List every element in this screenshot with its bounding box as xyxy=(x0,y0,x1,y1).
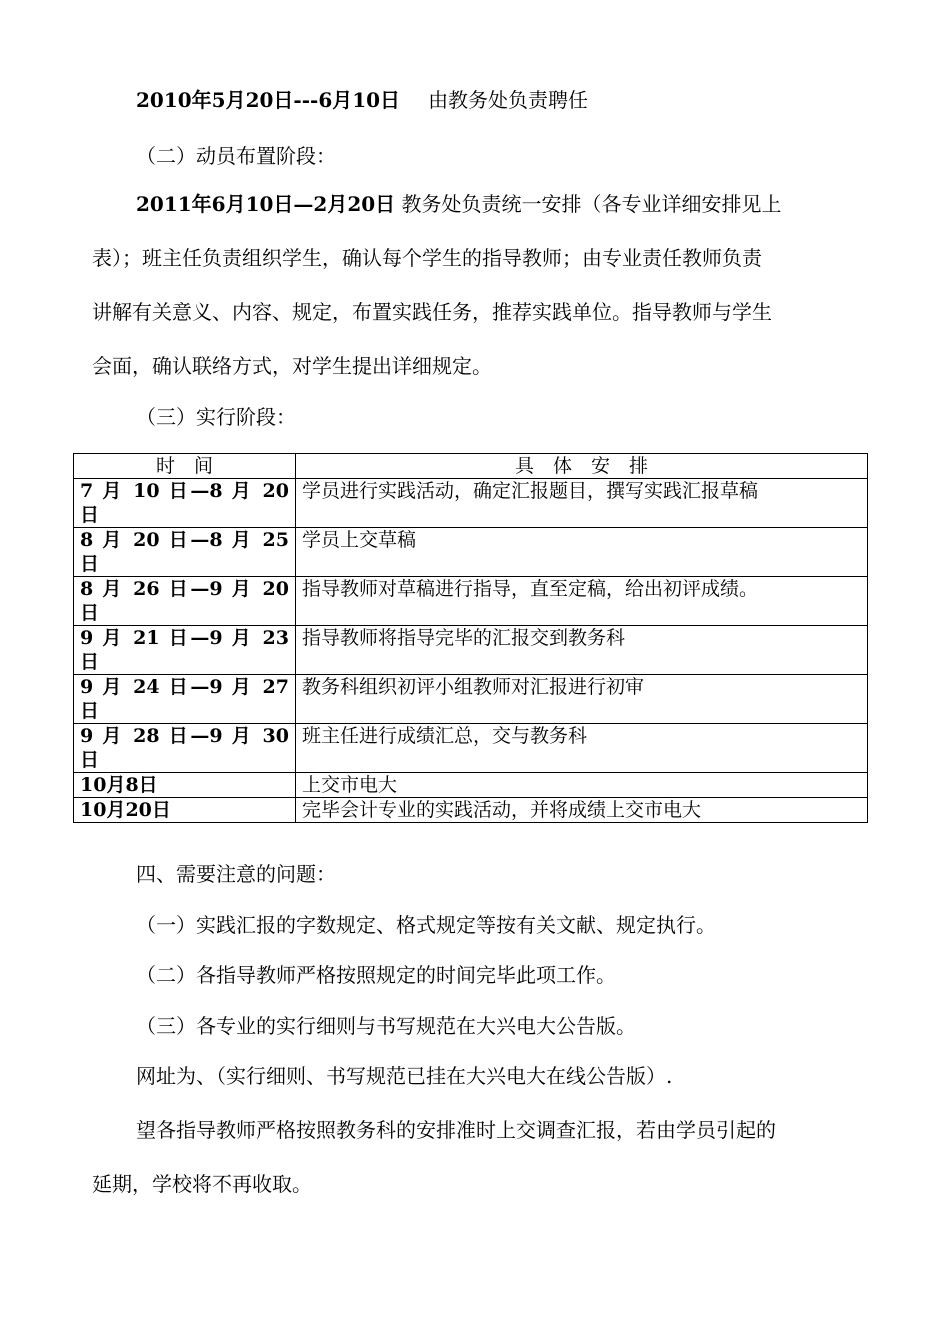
row-task: 学员进行实践活动，确定汇报题目，撰写实践汇报草稿 xyxy=(296,479,868,528)
section-heading-mobilization: （二）动员布置阶段： xyxy=(136,144,336,168)
section-heading-notes: 四、需要注意的问题： xyxy=(136,862,336,886)
note-2: （二）各指导教师严格按照规定的时间完毕此项工作。 xyxy=(136,963,616,987)
row-time: 10月8日 xyxy=(74,773,296,798)
schedule-table xyxy=(73,453,868,823)
table-row xyxy=(74,626,868,675)
table-row xyxy=(74,577,868,626)
mobilization-line-1 xyxy=(136,191,862,217)
row-task: 学员上交草稿 xyxy=(296,528,868,577)
header-arrangement: 具 体 安 排 xyxy=(296,454,868,479)
appointment-date: 2010年5月20日---6月10日 xyxy=(136,88,401,112)
row-time: 9 月 24 日—9 月 27 日 xyxy=(74,675,296,724)
row-task: 班主任进行成绩汇总，交与教务科 xyxy=(296,724,868,773)
appointment-text: 由教务处负责聘任 xyxy=(428,88,589,112)
note-4: 网址为、（实行细则、书写规范已挂在大兴电大在线公告版）. xyxy=(136,1064,673,1088)
mobilization-text-1: 教务处负责统一安排（各专业详细安排见上 xyxy=(401,192,782,216)
mobilization-line-2: 表）；班主任负责组织学生，确认每个学生的指导教师；由专业责任教师负责 xyxy=(92,246,762,270)
section-heading-implementation: （三）实行阶段： xyxy=(136,405,296,429)
row-task: 指导教师对草稿进行指导，直至定稿，给出初评成绩。 xyxy=(296,577,868,626)
mobilization-date: 2011年6月10日—2月20日 xyxy=(136,192,396,216)
row-task: 教务科组织初评小组教师对汇报进行初审 xyxy=(296,675,868,724)
row-time: 8 月 26 日—9 月 20 日 xyxy=(74,577,296,626)
mobilization-line-3: 讲解有关意义、内容、规定，布置实践任务，推荐实践单位。指导教师与学生 xyxy=(92,300,772,324)
closing-line-1: 望各指导教师严格按照教务科的安排准时上交调查汇报，若由学员引起的 xyxy=(136,1118,776,1142)
row-time: 9 月 21 日—9 月 23 日 xyxy=(74,626,296,675)
appointment-line xyxy=(136,87,862,113)
row-task: 指导教师将指导完毕的汇报交到教务科 xyxy=(296,626,868,675)
table-row xyxy=(74,773,868,798)
row-time: 8 月 20 日—8 月 25 日 xyxy=(74,528,296,577)
mobilization-line-4: 会面，确认联络方式，对学生提出详细规定。 xyxy=(92,354,492,378)
row-task: 完毕会计专业的实践活动，并将成绩上交市电大 xyxy=(296,798,868,823)
row-time: 7 月 10 日—8 月 20 日 xyxy=(74,479,296,528)
closing-line-2: 延期，学校将不再收取。 xyxy=(92,1172,312,1196)
note-1: （一）实践汇报的字数规定、格式规定等按有关文献、规定执行。 xyxy=(136,913,716,937)
row-time: 9 月 28 日—9 月 30 日 xyxy=(74,724,296,773)
row-time: 10月20日 xyxy=(74,798,296,823)
note-3: （三）各专业的实行细则与书写规范在大兴电大公告版。 xyxy=(136,1014,636,1038)
table-header-row xyxy=(74,454,868,479)
row-task: 上交市电大 xyxy=(296,773,868,798)
table-row xyxy=(74,479,868,528)
table-row xyxy=(74,724,868,773)
table-row xyxy=(74,675,868,724)
table-row xyxy=(74,798,868,823)
header-time: 时 间 xyxy=(74,454,296,479)
table-row xyxy=(74,528,868,577)
